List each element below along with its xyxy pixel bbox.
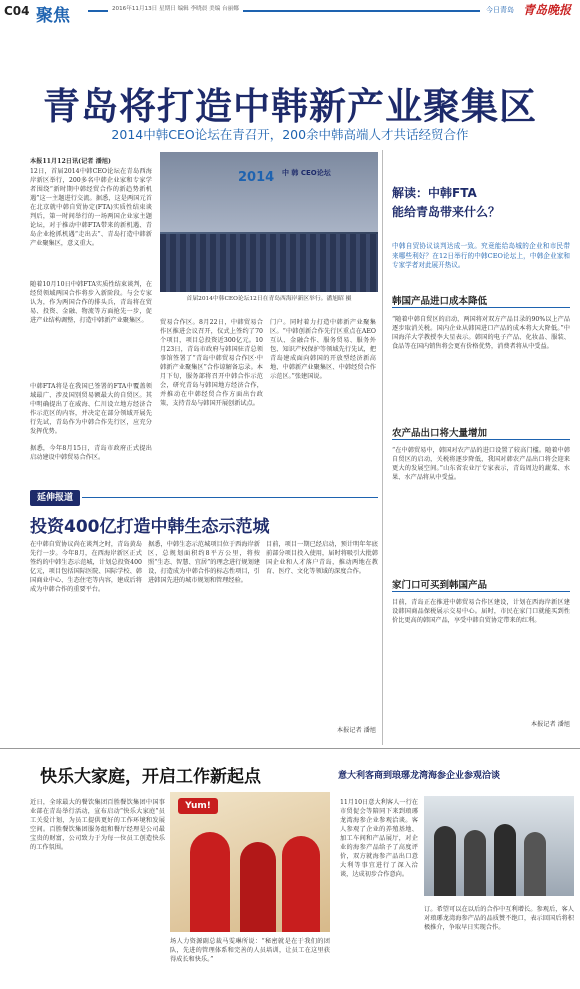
extension-tag — [30, 490, 80, 506]
invest-col-3: 目前，项目一期已经启动，预计明年年底前部分项目投入使用，届时将吸引大批韩国企业和人才落户青岛，推动两地在教育、医疗、文化等领域的深度合作。 — [266, 541, 378, 575]
sidebar-sign: 本报记者 潘旭 — [530, 721, 570, 728]
section-tab: 聚焦 — [36, 6, 70, 26]
yum-badge — [178, 798, 218, 814]
main-col-2: 贸易合作区。8月22日，中韩贸易合作区推进会议召开，仪式上签约了70个项目，项目总投资近300亿元。10月23日，青岛市政府与韩国驻青总领事馆签署了“青岛中韩贸易合作区·中韩新产业聚集区”合作谅解备忘录。本月下旬，服务部将召开中韩合作示范会，研究青岛与韩国地方经济合作，并推动在中韩经贸合作方面出台政策，支持青岛与韩国开展创新试点。 — [160, 319, 263, 407]
invest-sign: 本报记者 潘旭 — [336, 727, 376, 734]
sidebar-body-3: 目前，青岛正在推进中韩贸易合作区建设，计划在西海岸新区建设韩国商品保税展示交易中心。届时，市民在家门口就能买到性价比更高的韩国产品，享受中韩自贸协定带来的红利。 — [392, 599, 570, 624]
invest-col-2: 据悉，中韩生态示范城项目位于西海岸新区，总规划面积约8平方公里，将按照“生态、智慧、宜居”的理念进行规划建设，打造成为中韩合作的标志性项目，引进韩国先进的城市规划和管理经验。 — [148, 541, 260, 584]
sidebar-sub-1: 韩国产品进口成本降低 — [392, 296, 488, 307]
sidebar-sub-2: 农产品出口将大量增加 — [392, 428, 488, 439]
sidebar-title-2: 能给青岛带来什么？ — [392, 205, 501, 219]
sidebar-sub-3: 家门口可买到韩国产品 — [392, 580, 488, 591]
header-meta: 2016年11月13日 星期日 编辑 李晓晨 美编 台丽娜 — [108, 4, 243, 12]
brand-right: 今日青岛 — [486, 6, 514, 14]
main-subheadline: 2014中韩CEO论坛在青召开，200余中韩高端人才共话经贸合作 — [111, 127, 469, 142]
page-number: C04 — [4, 4, 30, 18]
extension-rule — [82, 497, 378, 498]
forum-photo: 2014 中 韩 CEO论坛 — [160, 152, 378, 292]
main-body-1: 12日，首届2014中韩CEO论坛在青岛西海岸新区举行，200多名中韩企业家和专家学者围绕“新时期中韩经贸合作的新趋势新机遇”这一主题进行交流。据悉，这是两国元首在北京就中韩自贸协定(FTA)实质性结束谈判后，第一时间举行的一场两国企业家主题论坛，对于推动中韩FTA带来的新机遇、青岛企业抢抓机遇“走出去”、青岛打造中韩新产业聚集区，意义重大。 — [30, 168, 152, 247]
happy-body: 近日，全球最大的餐饮集团百胜餐饮集团中国事业部在青岛举行活动，宣布启动“快乐大家庭”员工关爱计划，为员工提供更好的工作环境和发展空间。百胜餐饮集团服务组和餐厅经理是公司最宝贵的财富，公司致力于为每一位员工创造快乐的工作氛围。 — [30, 799, 165, 851]
invest-headline: 投资400亿打造中韩生态示范城 — [30, 517, 270, 537]
korean-photo — [424, 796, 574, 896]
korean-headline: 意大利客商到琅琊龙湾海参企业参观洽谈 — [338, 771, 501, 781]
sidebar-sub-3-rule — [392, 591, 570, 592]
yum-badge-label: Yum! — [185, 801, 211, 811]
sidebar-body-1: “随着中韩自贸区的启动，两国将对双方产品目录的90%以上产品逐步取消关税。国内企业从韩国进口产品的成本将大大降低。”中国海洋大学教授李大星表示。韩国的电子产品、化妆品、服装、食品等在国内销售将会更有价格优势，消费者将从中受益。 — [392, 316, 570, 350]
sidebar-sub-1-rule — [392, 307, 570, 308]
main-body-3: 中韩FTA将是在我国已签署的FTA中覆盖领域最广、涉及国别贸易额最大的自贸区。其中明确提出了在威海、仁川设立地方经济合作示范区的内容，并决定在部分领域开展先行先试，青岛作为中韩合作先行区，应充分发挥优势。 — [30, 383, 152, 435]
section-divider — [0, 748, 580, 749]
happy-headline: 快乐大家庭，开启工作新起点 — [40, 767, 261, 787]
main-body-2: 随着10月10日中韩FTA实质性结束谈判，在经贸领域两国合作将步入新阶段。与会专家认为，作为两国合作的排头兵，青岛将在贸易、投资、金融、物流等方面抢先一步，促进产业结构调整，打造中韩新产业聚集区。 — [30, 281, 152, 324]
byline: 本报11月12日讯(记者 潘旭) — [30, 158, 111, 165]
extension-tag-label: 延伸报道 — [36, 493, 73, 503]
invest-col-1: 在中韩自贸协议尚在谈判之时，青岛黄岛先行一步。今年8月，在西海岸新区正式签约的中韩生态示范城，计划总投资400亿元，项目包括国际医院、国际学校、韩国商业中心、生态住宅等内容，建成后将成为中韩合作的重要平台。 — [30, 541, 142, 593]
sidebar-intro: 中韩自贸协议谈判达成一致。究竟能给岛城的企业和市民带来哪些利好？在12日举行的中韩CEO论坛上，中韩企业家和专家学者对此展开热议。 — [392, 242, 570, 269]
sidebar-body-2: “在中韩贸易中，韩国对农产品的进口设置了较高门槛。随着中韩自贸区的启动，关税将逐步降低，我国对韩农产品出口将会迎来更大的发展空间。”山东省农业厅专家表示，青岛周边的蔬菜、水果、水产品将从中受益。 — [392, 447, 570, 481]
main-headline: 青岛将打造中韩新产业聚集区 — [43, 85, 537, 128]
main-col-3: 门户。同时着力打造中韩新产业聚集区。“中韩创新合作先行区重点在AEO互认、金融合作、服务贸易、服务外包、知识产权保护等领域先行先试，把青岛建成面向韩国的开放型经济新高地、中韩新产业聚集区、中韩经贸合作示范区。”张建国说。 — [270, 319, 376, 380]
happy-photo — [170, 792, 330, 932]
brand-logo: 青岛晚报 — [523, 3, 572, 17]
happy-col-2: 场人力资源副总裁马雯琳所说：“秘密就是在于我们的团队，先进的管理体系和完善的人员培训，让员工在这里获得成长和快乐。” — [170, 938, 330, 963]
photo-caption: 首届2014中韩CEO论坛12日在青岛西海岸新区举行。潘旭昭 摄 — [186, 296, 352, 302]
sidebar-sub-2-rule — [392, 439, 570, 440]
main-body-4: 据悉，今年8月15日，青岛市政府正式提出启动建设中韩贸易合作区。 — [30, 445, 152, 461]
korean-body: 11月10日意大利客人一行在市贸促会等陪同下来到琅琊龙湾海参企业参观洽谈。客人参观了企业的养殖基地、加工车间和产品展厅，对企业的海参产品给予了高度评价，双方就海参产品出口意大利等事宜进行了深入洽谈，达成初步合作意向。 — [340, 799, 418, 878]
korean-col-2: 订。希望可以在以后的合作中互利增长。参观后，客人对琅琊龙湾海参产品的品质赞不绝口，表示回国后将积极推介，争取早日实现合作。 — [424, 906, 574, 931]
sidebar-title-1: 解读：中韩FTA — [392, 186, 477, 200]
sidebar-divider — [382, 150, 383, 745]
